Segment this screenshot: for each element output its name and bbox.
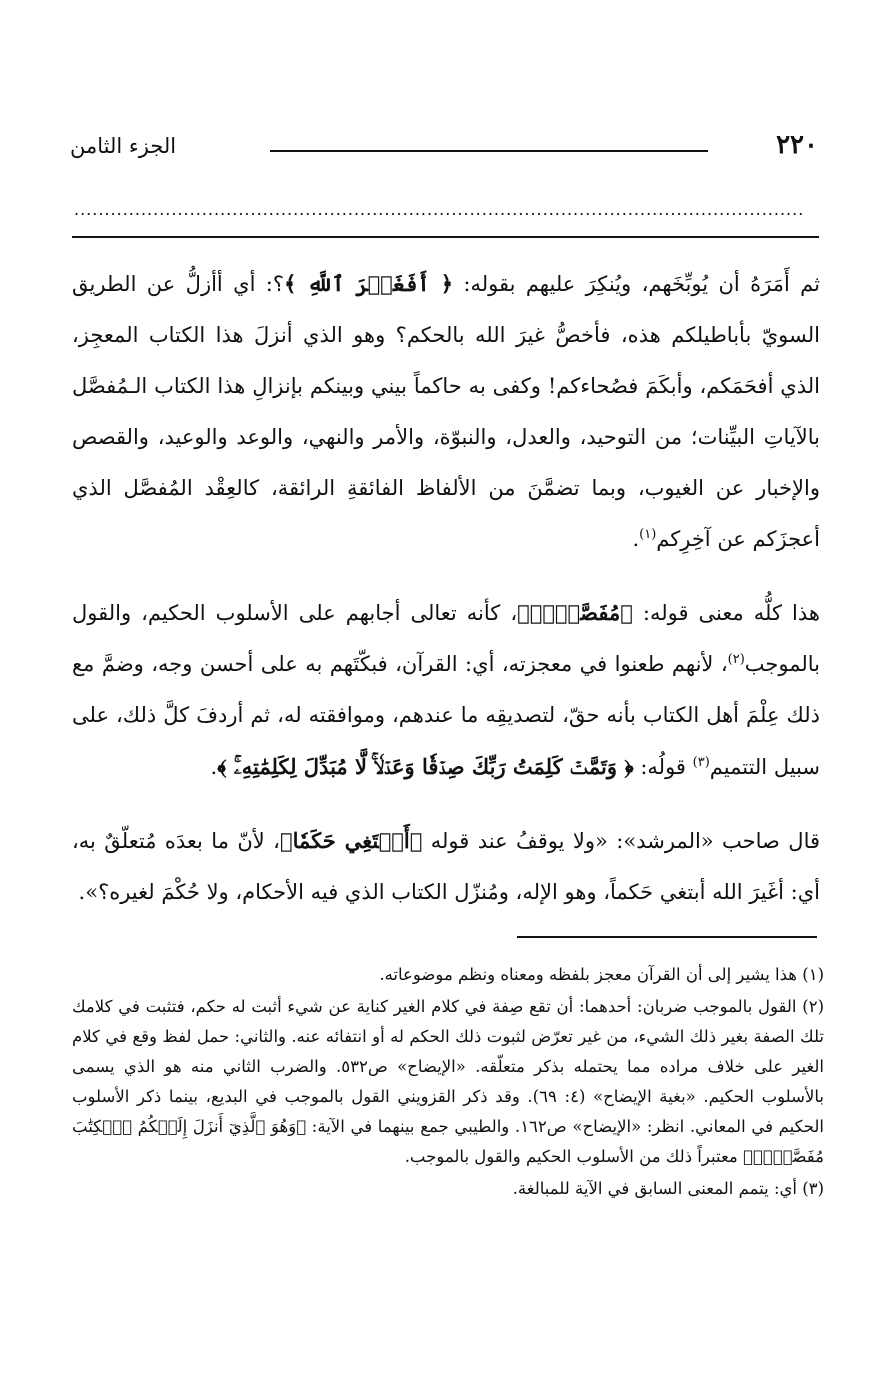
running-header [70, 130, 818, 170]
header-rule [270, 150, 708, 152]
p2-end: . [210, 755, 218, 779]
footnote-separator [517, 936, 817, 938]
footnote-3: (٣) أي: يتمم المعنى السابق في الآية للمبالغة. [512, 1179, 824, 1198]
footnote-1: (١) هذا يشير إلى أن القرآن معجز بلفظه ومعناه ونظم موضوعاته. [379, 965, 824, 984]
quran-quote: ﴿أَبۡتَغِي حَكَمٗا﴾ [279, 828, 423, 853]
quran-quote: ﴿مُفَصَّلًاۚ﴾ [517, 600, 633, 625]
footnote-ref: (١) [639, 527, 657, 542]
p2-text-2: ، كأنه تعالى أجابهم على الأسلوب الحكيم، والقول بالموجب [72, 601, 820, 676]
page-number: ٢٢٠ [776, 130, 818, 160]
paragraph-3 [72, 815, 820, 918]
p3-text-2: ، لأنّ ما بعدَه مُتعلّقٌ به، أي: أغَيرَ الله أبتغي حَكماً، وهو الإله، ومُنزّل الكتاب الذي فيه الأحكام، ولا حُكْمَ لغيره؟». [72, 829, 820, 904]
footnotes [72, 960, 824, 1204]
body-text [72, 258, 820, 918]
footnote-ref: (٢) [727, 652, 745, 667]
p2-text-1: هذا كلُّه معنى قوله: [632, 601, 820, 625]
paragraph-2 [72, 587, 820, 793]
part-title: الجزء الثامن [70, 134, 177, 158]
footnote-2: (٢) القول بالموجب ضربان: أحدهما: أن تقع صِفة في كلام الغير كناية عن شيء أثبت له حكم، فتثبت في كلامك تلك الصفة بغير ذلك الشيء، من غير تعرّض لثبوت ذلك الحكم له أو انتفائه عنه. والثاني: حمل لفظ وقع في كلام الغير على خلاف مراده مما يحتمله بذكر متعلّقه. «الإيضاح» ص٥٣٢. والضرب الثاني منه هو الذي يسمى بالأسلوب الحكيم. «بغية الإيضاح» (٤: ٦٩). وقد ذكر القزويني القول بالموجب في البديع، بينما ذكر الأسلوب الحكيم في المعاني. انظر: «الإيضاح» ص١٦٢. والطيبي جمع بينهما في الآية: ﴿وَهُوَ ٱلَّذِيٓ أَنزَلَ إِلَيۡكُمُ ٱلۡكِتَٰبَ مُفَصَّلٗاۚ﴾ معتبراً ذلك من الأسلوب الحكيم والقول بالموجب. [72, 997, 824, 1166]
p3-text-1: قال صاحب «المرشد»: «ولا يوقفُ عند قوله [422, 829, 821, 853]
paragraph-1 [72, 258, 820, 565]
quran-quote: ﴿ وَتَمَّتۡ كَلِمَتُ رَبِّكَ صِدۡقٗا وَعَدۡلٗاۚ لَّا مُبَدِّلَ لِكَلِمَٰتِهِۦۚ ﴾ [217, 754, 634, 779]
p2-text-4: قولُه: [633, 755, 693, 779]
p1-text-after-quote: ؟: أي أأزلُّ عن الطريق السويّ بأباطيلكم هذه، فأخصُّ غيرَ الله بالحكم؟ وهو الذي أنزلَ هذا الكتاب المعجِز، الذي أفحَمَكم، وأبكَمَ فصُحاءكم! وكفى به حاكماً بيني وبينكم بإنزالِ هذا الكتاب الـمُفصَّل بالآياتِ البيِّنات؛ من التوحيد، والعدل، والنبوّة، والأمر والنهي، والوعد والوعيد، والقصص والإخبار عن الغيوب، وبما تضمَّنَ من الألفاظ الفائقةِ الرائقة، كالعِقْد المُفصَّل الذي أعجزَكم عن آخِرِكم [72, 272, 820, 551]
p1-text-before-quote: ثم أَمَرَهُ أن يُوبِّخَهم، ويُنكِرَ عليهم بقوله: [453, 272, 820, 296]
dot-leader: ........................................................................................................................ [74, 200, 805, 219]
top-rule [72, 236, 819, 238]
p1-end: . [632, 527, 640, 551]
quran-quote: ﴿ أَفَغَيۡرَ ٱللَّهِ ﴾ [284, 271, 454, 296]
p2-text-3: ، لأنهم طعنوا في معجزته، أي: القرآن، فبكّتَهم به على أحسن وجه، وضمَّ مع ذلك عِلْمَ أهل الكتاب بأنه حقّ، لتصديقِه ما عندهم، وموافقته له، ثم أردفَ كلَّ ذلك، على سبيل التتميم [72, 652, 820, 779]
footnote-ref: (٣) [692, 755, 710, 770]
